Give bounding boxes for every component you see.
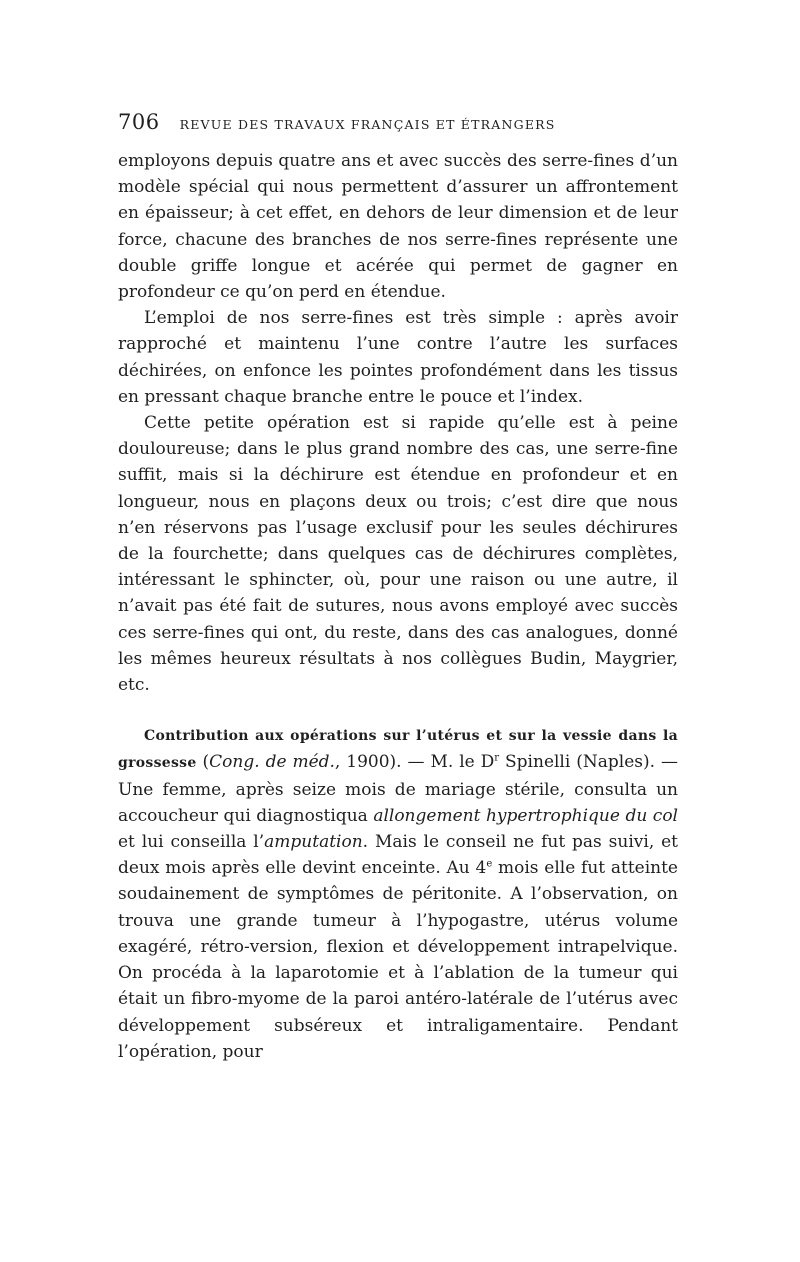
running-head: [118, 110, 678, 148]
month-superscript: e: [486, 858, 493, 870]
running-title: REVUE DES TRAVAUX FRANÇAIS ET ÉTRANGERS: [179, 117, 556, 132]
diagnosis-term: allongement hypertrophique du col: [373, 805, 678, 826]
paragraph-continuation: employons depuis quatre ans et avec succès des serre-fines d’un modèle spécial qui nous permettent d’assurer un affrontement en épaisseur; à cet effet, en dehors de leur dimension et de leur force, chacune des branches de nos serre-fines représente une double griffe longue et acérée qui permet de gagner en profondeur ce qu’on perd en étendue.: [118, 151, 678, 303]
page-number: 706: [118, 110, 160, 134]
amputation-term: amputation: [264, 832, 363, 853]
advice-text: et lui conseilla l’: [118, 832, 265, 853]
journal-page: [118, 110, 678, 1065]
article-text-b: mois elle fut atteinte soudainement de symptômes de péritonite. A l’observation, on trouva une grande tumeur à l’hypogastre, utérus volume exagéré, rétro-version, flexion et développement intrapelvique. On procéda à la laparotomie et à l’ablation de la tumeur qui était un fibro-myome de la paroi antéro-latérale de l’utérus avec développement subséreux et intraligamentaire. Pendant l’opération, pour: [118, 858, 678, 1062]
article-author: Spinelli (Naples). — Une femme, après seize mois de mariage stérile, consulta un accoucheur qui diagnostiqua: [118, 752, 678, 826]
dr-superscript: r: [494, 752, 500, 764]
ref-close: , 1900). — M. le D: [334, 752, 495, 773]
article-text-a: . Mais le conseil ne fut pas suivi, et deux mois après elle devint enceinte. Au 4: [118, 832, 679, 879]
paragraph-procedure: Cette petite opération est si rapide qu’elle est à peine douloureuse; dans le plus grand nombre des cas, une serre-fine suffit, mais si la déchirure est étendue en profondeur et en longueur, nous en plaçons deux ou trois; c’est dire que nous n’en réservons pas l’usage exclusif pour les seules déchirures de la fourchette; dans quelques cas de déchirures complètes, intéressant le sphincter, où, pour une raison ou une autre, il n’avait pas été fait de sutures, nous avons employé avec succès ces serre-fines qui ont, du reste, dans des cas analogues, donné les mêmes heureux résultats à nos collègues Budin, Maygrier, etc.: [118, 413, 678, 696]
article-entry: [118, 722, 678, 1065]
ref-journal: Cong. de méd.: [209, 752, 335, 773]
ref-open: (: [196, 752, 210, 773]
article-title: Contribution aux opérations sur l’utérus et sur la vessie dans la grossesse: [118, 728, 678, 772]
paragraph-usage: L’emploi de nos serre-fines est très simple : après avoir rapproché et maintenu l’une contre l’autre les surfaces déchirées, on enfonce les pointes profondément dans les tissus en pressant chaque branche entre le pouce et l’index.: [118, 308, 678, 407]
section-gap: [118, 698, 678, 722]
